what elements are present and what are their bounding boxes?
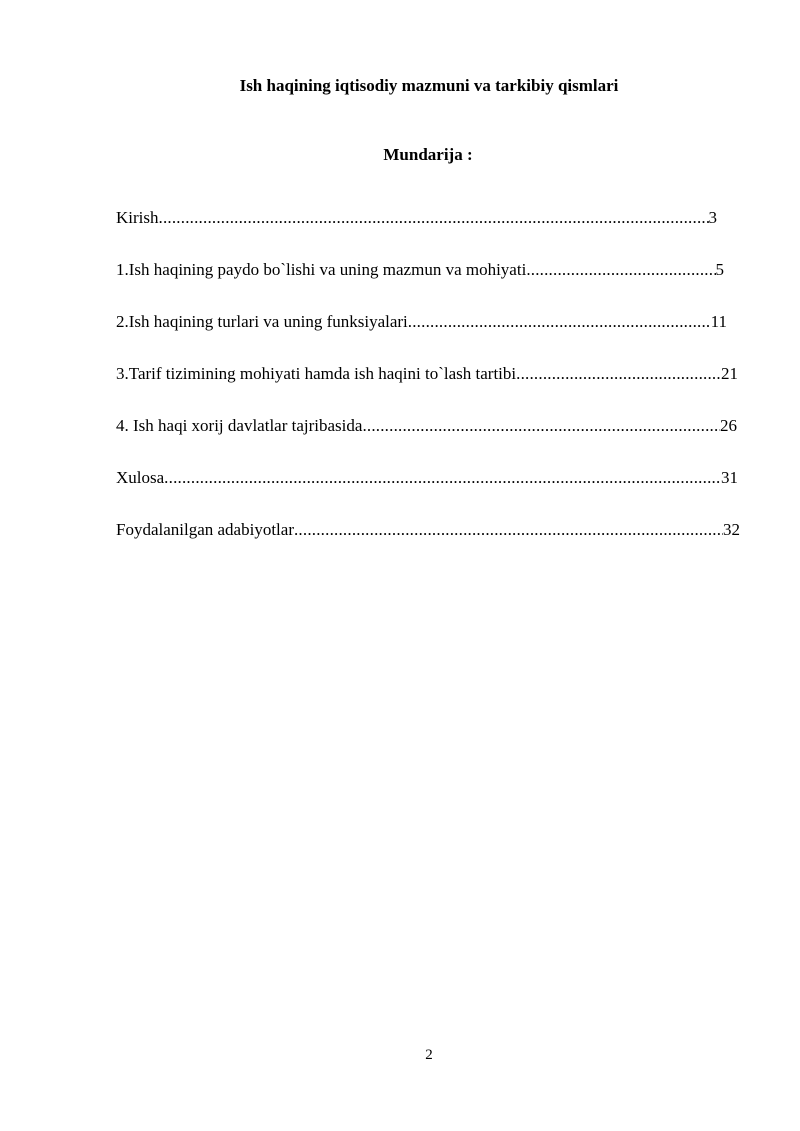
toc-dot-leader (159, 206, 709, 230)
toc-entry-chapter-4[interactable] (116, 414, 737, 466)
toc-dot-leader (294, 518, 723, 542)
table-of-contents (116, 206, 740, 570)
toc-dot-leader (526, 258, 715, 282)
toc-entry-chapter-2[interactable] (116, 310, 727, 362)
page-number: 2 (425, 1047, 433, 1063)
toc-entry-label: Xulosa (116, 468, 165, 487)
toc-dot-leader (362, 414, 720, 438)
toc-entry-page: 31 (721, 468, 738, 487)
toc-entry-label: Foydalanilgan adabiyotlar (116, 520, 294, 539)
toc-heading: Mundarija : (383, 145, 473, 164)
toc-entry-page: 5 (715, 260, 724, 279)
toc-entry-label: Kirish (116, 208, 159, 227)
toc-entry-label: 1.Ish haqining paydo bo`lishi va uning mazmun va mohiyati (116, 260, 527, 279)
toc-dot-leader (516, 362, 721, 386)
toc-entry-page: 21 (721, 364, 738, 383)
toc-entry-chapter-3[interactable] (116, 362, 738, 414)
toc-entry-page: 3 (708, 208, 717, 227)
toc-entry-label: 2.Ish haqining turlari va uning funksiyalari (116, 312, 408, 331)
toc-dot-leader (164, 466, 721, 490)
toc-entry-page: 11 (710, 312, 727, 331)
toc-entry-kirish[interactable] (116, 206, 717, 258)
toc-entry-page: 26 (720, 416, 737, 435)
toc-entry-label: 3.Tarif tizimining mohiyati hamda ish haqini to`lash tartibi (116, 364, 517, 383)
toc-entry-page: 32 (723, 520, 740, 539)
toc-entry-xulosa[interactable] (116, 466, 738, 518)
toc-entry-references[interactable] (116, 518, 740, 570)
document-title: Ish haqining iqtisodiy mazmuni va tarkibiy qismlari (239, 76, 619, 95)
toc-entry-chapter-1[interactable] (116, 258, 724, 310)
toc-entry-label: 4. Ish haqi xorij davlatlar tajribasida (116, 416, 363, 435)
toc-dot-leader (408, 310, 711, 334)
